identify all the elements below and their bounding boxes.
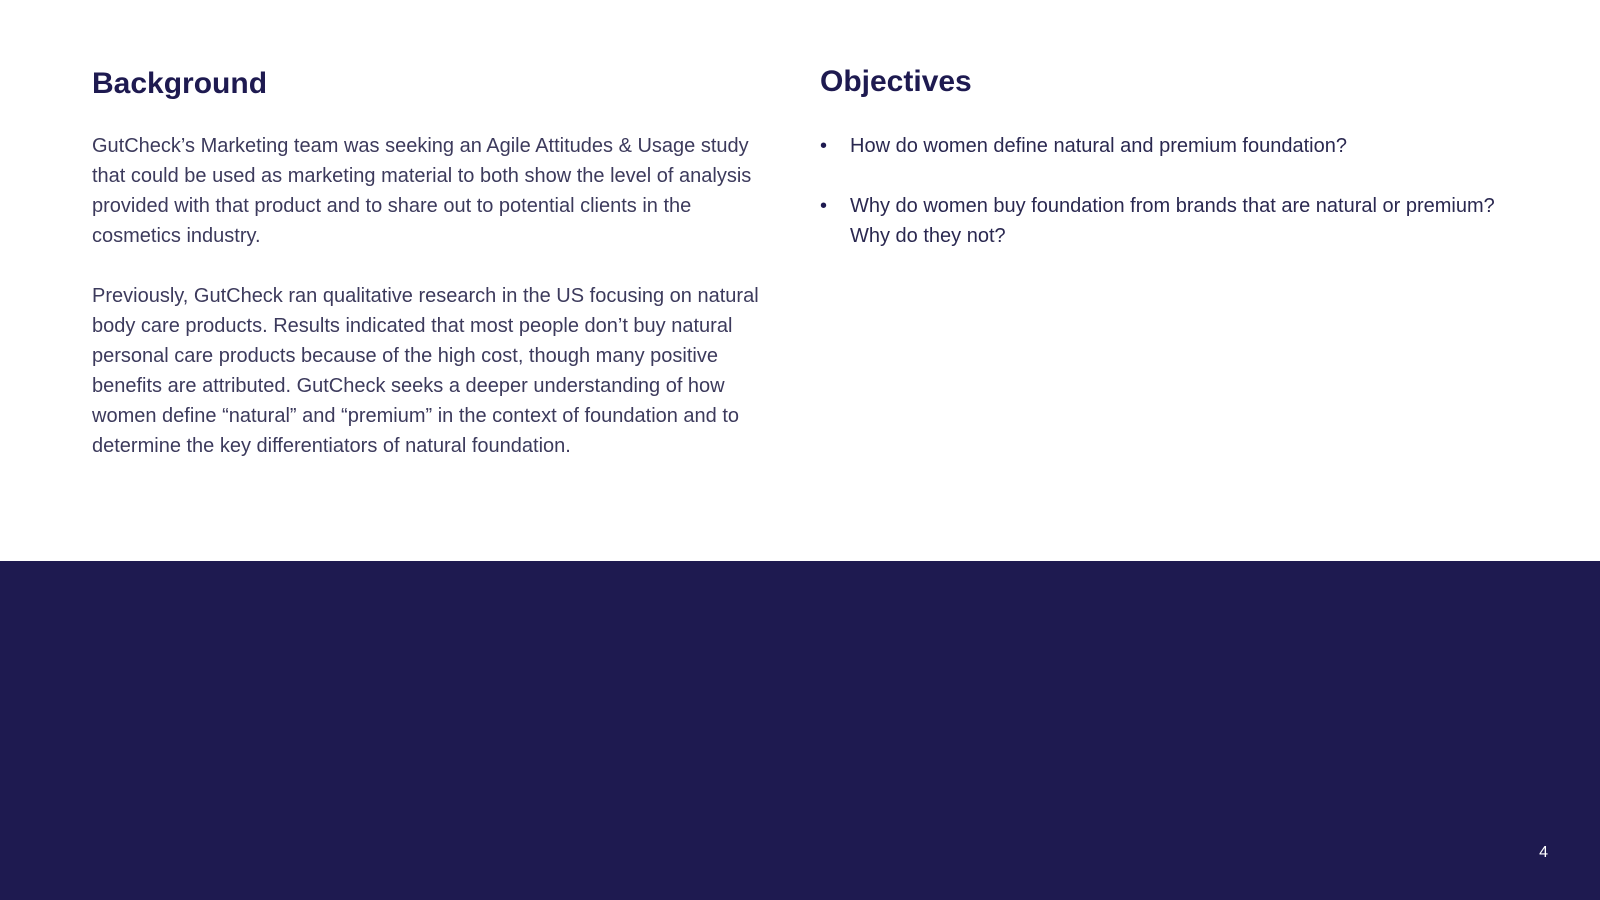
background-heading: Background: [92, 67, 268, 100]
objective-item: [820, 131, 1520, 161]
background-paragraph-1: GutCheck’s Marketing team was seeking an Agile Attitudes & Usage study that could be used as marketing material to both show the level of analysis provided with that product and to share out to potential clients in the cosmetics industry.: [92, 135, 752, 247]
objective-text: How do women define natural and premium foundation?: [850, 135, 1347, 157]
bullet-icon: •: [820, 135, 828, 157]
page-number: 4: [1539, 844, 1548, 861]
objectives-list: [820, 131, 1520, 281]
bullet-icon: •: [820, 195, 828, 217]
objectives-heading: Objectives: [820, 65, 972, 98]
objective-item: [820, 191, 1520, 251]
background-paragraph-2: Previously, GutCheck ran qualitative research in the US focusing on natural body care products. Results indicated that most people don’t buy natural personal care products because of the high cost, though many positive benefits are attributed. GutCheck seeks a deeper understanding of how women define “natural” and “premium” in the context of foundation and to determine the key differentiators of natural foundation.: [92, 285, 759, 457]
footer-band: [0, 561, 1600, 900]
background-section: [92, 131, 764, 491]
objective-text: Why do women buy foundation from brands that are natural or premium? Why do they not?: [850, 195, 1495, 247]
